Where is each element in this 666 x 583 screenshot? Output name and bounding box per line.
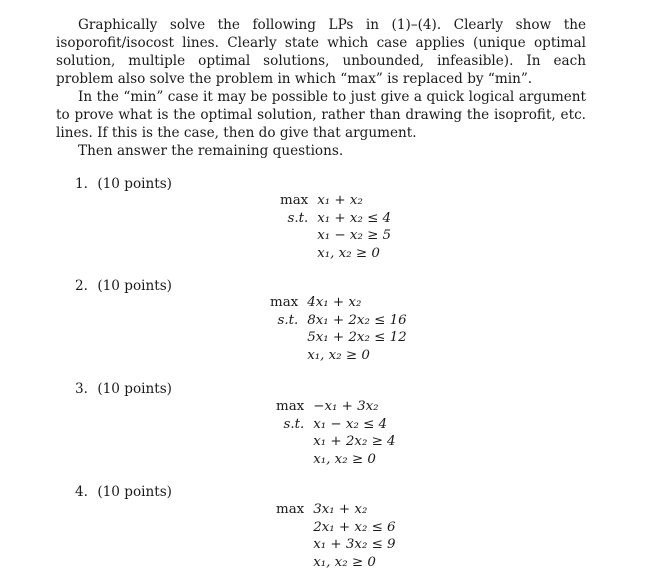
problem-1-header [75,175,172,193]
problem-1-points: (10 points) [97,176,172,192]
instructions [56,16,586,160]
problem-2-constraint-1: 8x₁ + 2x₂ ≤ 16 [307,312,407,328]
problem-4-lp [276,501,396,571]
problem-4-constraint-2: x₁ + 3x₂ ≤ 9 [313,537,396,552]
instructions-paragraph-1: Graphically solve the following LPs in (1)–(4). Clearly show the isoporofit/isocost lines. Clearly state which case applies (unique optimal solution, multiple optimal solutions, unbounded, infeasible). In each problem also solve the problem in which “max” is replaced by “min”. [56,17,586,87]
problem-4-header [75,483,172,501]
problem-3-lp [276,398,396,468]
problem-1-constraint-1: x₁ + x₂ ≤ 4 [317,210,392,226]
problem-1-lp [280,192,391,262]
problem-3-constraint-3: x₁, x₂ ≥ 0 [313,451,376,467]
problem-3-points: (10 points) [97,381,172,397]
problem-1-constraint-label: s.t. [287,210,309,226]
problem-3-constraint-2: x₁ + 2x₂ ≥ 4 [313,434,396,449]
problem-2-objective: 4x₁ + x₂ [307,295,362,310]
problem-3-objective-label: max [276,399,305,414]
problem-2-constraint-2: 5x₁ + 2x₂ ≤ 12 [307,330,407,345]
problem-4-objective-label: max [276,502,305,517]
problem-4-constraint-3: x₁, x₂ ≥ 0 [313,554,376,570]
problem-2-objective-label: max [270,295,299,310]
problem-2-constraint-label: s.t. [277,312,299,328]
problem-3-objective: −x₁ + 3x₂ [313,399,379,414]
problem-2-points: (10 points) [97,278,172,294]
problem-1-number: 1. [75,176,88,192]
problem-4-points: (10 points) [97,484,172,500]
problem-4-constraint-1: 2x₁ + x₂ ≤ 6 [313,519,396,535]
problem-1-objective: x₁ + x₂ [317,193,363,208]
problem-3-number: 3. [75,381,88,397]
problem-3-constraint-label: s.t. [283,416,305,432]
problem-2-header [75,277,172,295]
problem-3-header [75,380,172,398]
problem-4-objective: 3x₁ + x₂ [313,502,368,517]
problem-2-constraint-3: x₁, x₂ ≥ 0 [307,347,370,363]
instructions-paragraph-3: Then answer the remaining questions. [78,143,344,159]
problem-1-objective-label: max [280,193,309,208]
problem-1-constraint-3: x₁, x₂ ≥ 0 [317,245,380,261]
problem-4-number: 4. [75,484,88,500]
instructions-paragraph-2: In the “min” case it may be possible to just give a quick logical argument to prove what is the optimal solution, rather than drawing the isoprofit, etc. lines. If this is the case, then do give that argument. [56,89,586,141]
problem-2-number: 2. [75,278,88,294]
problem-2-lp [270,294,407,364]
problem-1-constraint-2: x₁ − x₂ ≥ 5 [317,228,392,243]
problem-3-constraint-1: x₁ − x₂ ≤ 4 [313,416,388,432]
